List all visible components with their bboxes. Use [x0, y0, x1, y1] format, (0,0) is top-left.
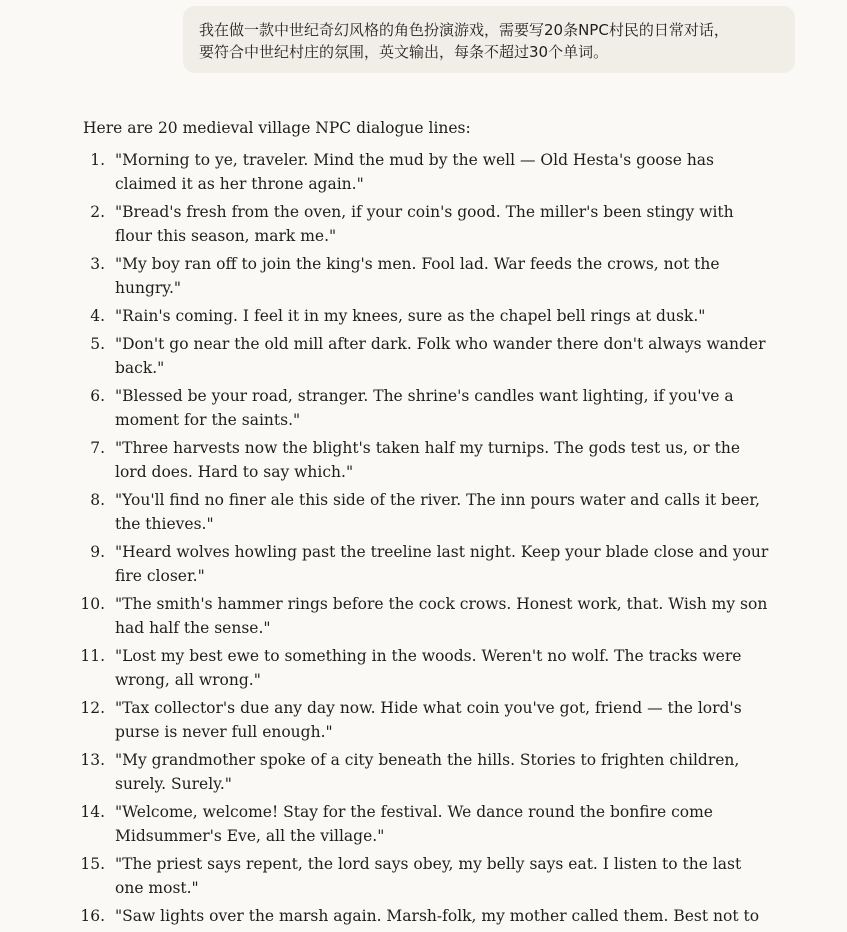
response-intro: Here are 20 medieval village NPC dialogue lines:: [83, 119, 471, 137]
dialogue-list-item: [80, 904, 773, 928]
dialogue-list-item: [80, 852, 773, 900]
list-item-number: 5.: [90, 335, 105, 353]
list-item-number: 3.: [90, 255, 105, 273]
dialogue-list-item: [80, 748, 773, 796]
dialogue-list-item: [83, 332, 773, 380]
dialogue-list-item: [83, 540, 773, 588]
list-item-text: "Heard wolves howling past the treeline last night. Keep your blade close and your fire closer.": [115, 543, 769, 585]
list-item-text: "Saw lights over the marsh again. Marsh-folk, my mother called them. Best not to: [115, 907, 760, 925]
list-item-text: "Blessed be your road, stranger. The shrine's candles want lighting, if you've a moment for the saints.": [115, 387, 734, 429]
list-item-text: "Three harvests now the blight's taken half my turnips. The gods test us, or the lord does. Hard to say which.": [115, 439, 740, 481]
list-item-text: "Lost my best ewe to something in the woods. Weren't no wolf. The tracks were wrong, all wrong.": [115, 647, 742, 689]
dialogue-list-item: [83, 488, 773, 536]
dialogue-list-item: [83, 384, 773, 432]
list-item-number: 9.: [90, 543, 105, 561]
list-item-text: "The smith's hammer rings before the cock crows. Honest work, that. Wish my son had half the sense.": [115, 595, 768, 637]
list-item-number: 6.: [90, 387, 105, 405]
user-message-line: 我在做一款中世纪奇幻风格的角色扮演游戏，需要写20条NPC村民的日常对话，: [199, 21, 729, 39]
dialogue-list-item: [80, 696, 773, 744]
list-item-number: 15.: [80, 855, 105, 873]
dialogue-list-item: [80, 800, 773, 848]
list-item-number: 8.: [90, 491, 105, 509]
list-item-text: "My boy ran off to join the king's men. Fool lad. War feeds the crows, not the hungry.": [115, 255, 720, 297]
dialogue-list-item: [83, 436, 773, 484]
list-item-number: 10.: [80, 595, 105, 613]
list-item-number: 4.: [90, 307, 105, 325]
dialogue-list-item: [80, 592, 773, 640]
list-item-number: 14.: [80, 803, 105, 821]
dialogue-list: [80, 148, 773, 928]
list-item-text: "Rain's coming. I feel it in my knees, sure as the chapel bell rings at dusk.": [115, 307, 706, 325]
list-item-number: 11.: [80, 647, 105, 665]
list-item-number: 1.: [90, 151, 105, 169]
dialogue-list-item: [83, 304, 773, 328]
dialogue-list-item: [83, 252, 773, 300]
list-item-number: 16.: [80, 907, 105, 925]
list-item-text: "Bread's fresh from the oven, if your coin's good. The miller's been stingy with flour this season, mark me.": [115, 203, 734, 245]
list-item-number: 2.: [90, 203, 105, 221]
list-item-number: 13.: [80, 751, 105, 769]
list-item-number: 7.: [90, 439, 105, 457]
assistant-response: [80, 116, 773, 932]
list-item-text: "Welcome, welcome! Stay for the festival. We dance round the bonfire come Midsummer's Eve, all the village.": [115, 803, 713, 845]
dialogue-list-item: [83, 148, 773, 196]
user-message-line: 要符合中世纪村庄的氛围，英文输出，每条不超过30个单词。: [199, 43, 609, 61]
dialogue-list-item: [83, 200, 773, 248]
list-item-text: "Tax collector's due any day now. Hide what coin you've got, friend — the lord's purse is never full enough.": [115, 699, 742, 741]
list-item-text: "Don't go near the old mill after dark. Folk who wander there don't always wander back.": [115, 335, 766, 377]
dialogue-list-item: [80, 644, 773, 692]
list-item-text: "Morning to ye, traveler. Mind the mud by the well — Old Hesta's goose has claimed it as her throne again.": [115, 151, 714, 193]
list-item-text: "My grandmother spoke of a city beneath the hills. Stories to frighten children, surely. Surely.": [115, 751, 740, 793]
list-item-text: "You'll find no finer ale this side of the river. The inn pours water and calls it beer, the thieves.": [115, 491, 760, 533]
list-item-number: 12.: [80, 699, 105, 717]
list-item-text: "The priest says repent, the lord says obey, my belly says eat. I listen to the last one most.": [115, 855, 742, 897]
user-message-bubble: [183, 6, 795, 73]
